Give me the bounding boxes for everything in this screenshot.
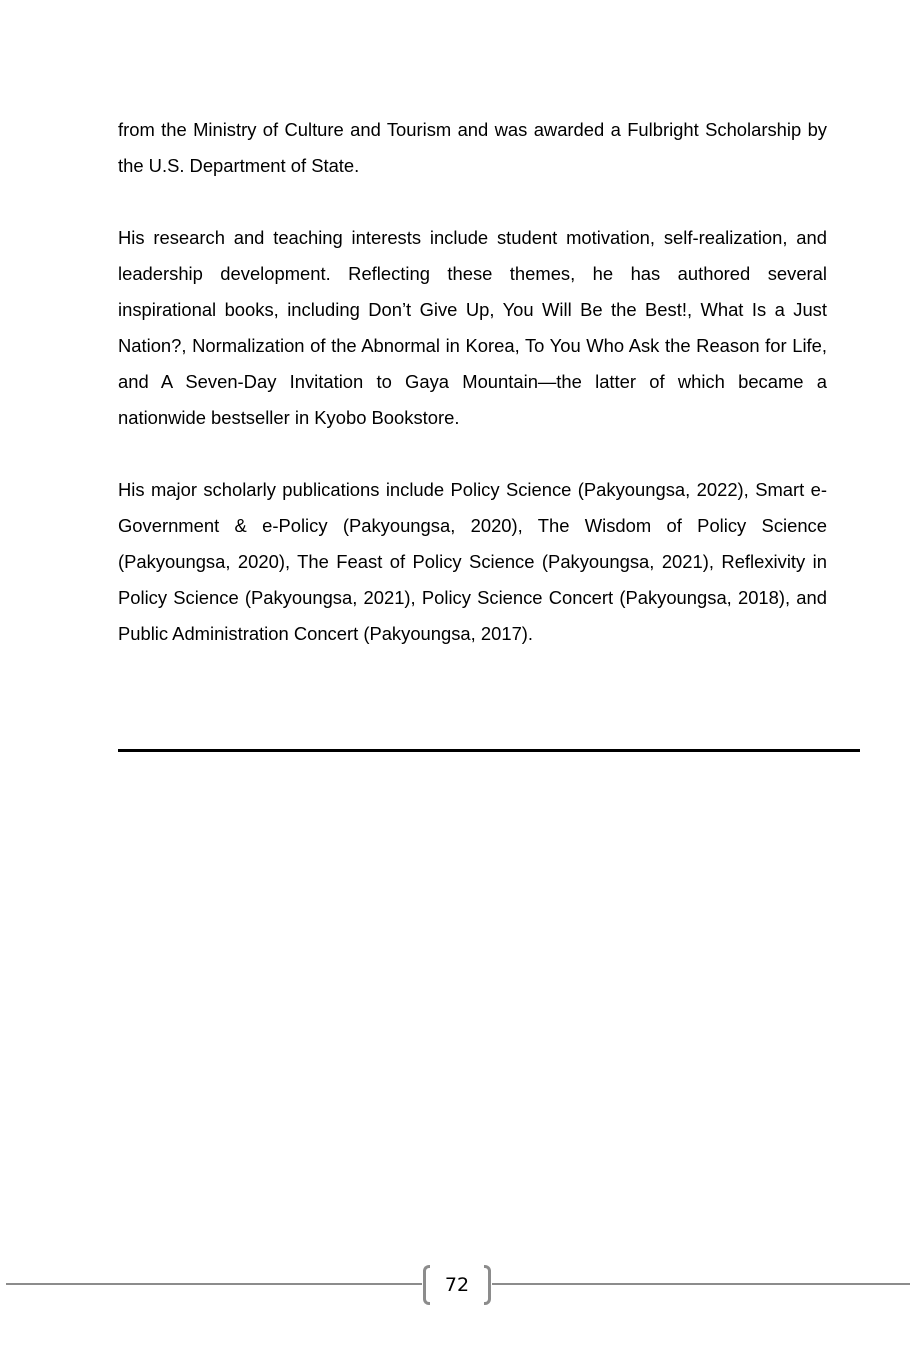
page-number-bracket-left xyxy=(423,1265,430,1305)
body-text xyxy=(118,112,827,688)
paragraph-research-interests: His research and teaching interests include student motivation, self-realization, and leadership development. Reflecting these themes, he has authored several inspirational books, including Don’t Give Up, You Will Be the Best!, What Is a Just Nation?, Normalization of the Abnormal in Korea, To You Who Ask the Reason for Life, and A Seven-Day Invitation to Gaya Mountain—the latter of which became a nationwide bestseller in Kyobo Bookstore. xyxy=(118,227,827,428)
footer-line-left xyxy=(6,1283,422,1285)
paragraph-publications: His major scholarly publications include Policy Science (Pakyoungsa, 2022), Smart e-Government & e-Policy (Pakyoungsa, 2020), The Wisdom of Policy Science (Pakyoungsa, 2020), The Feast of Policy Science (Pakyoungsa, 2021), Reflexivity in Policy Science (Pakyoungsa, 2021), Policy Science Concert (Pakyoungsa, 2018), and Public Administration Concert (Pakyoungsa, 2017). xyxy=(118,479,827,644)
page-number: 72 xyxy=(444,1274,470,1296)
section-end-rule xyxy=(118,749,860,752)
paragraph-fulbright: from the Ministry of Culture and Tourism and was awarded a Fulbright Scholarship by the U.S. Department of State. xyxy=(118,119,827,176)
page-number-bracket-right xyxy=(484,1265,491,1305)
footer-line-right xyxy=(492,1283,910,1285)
